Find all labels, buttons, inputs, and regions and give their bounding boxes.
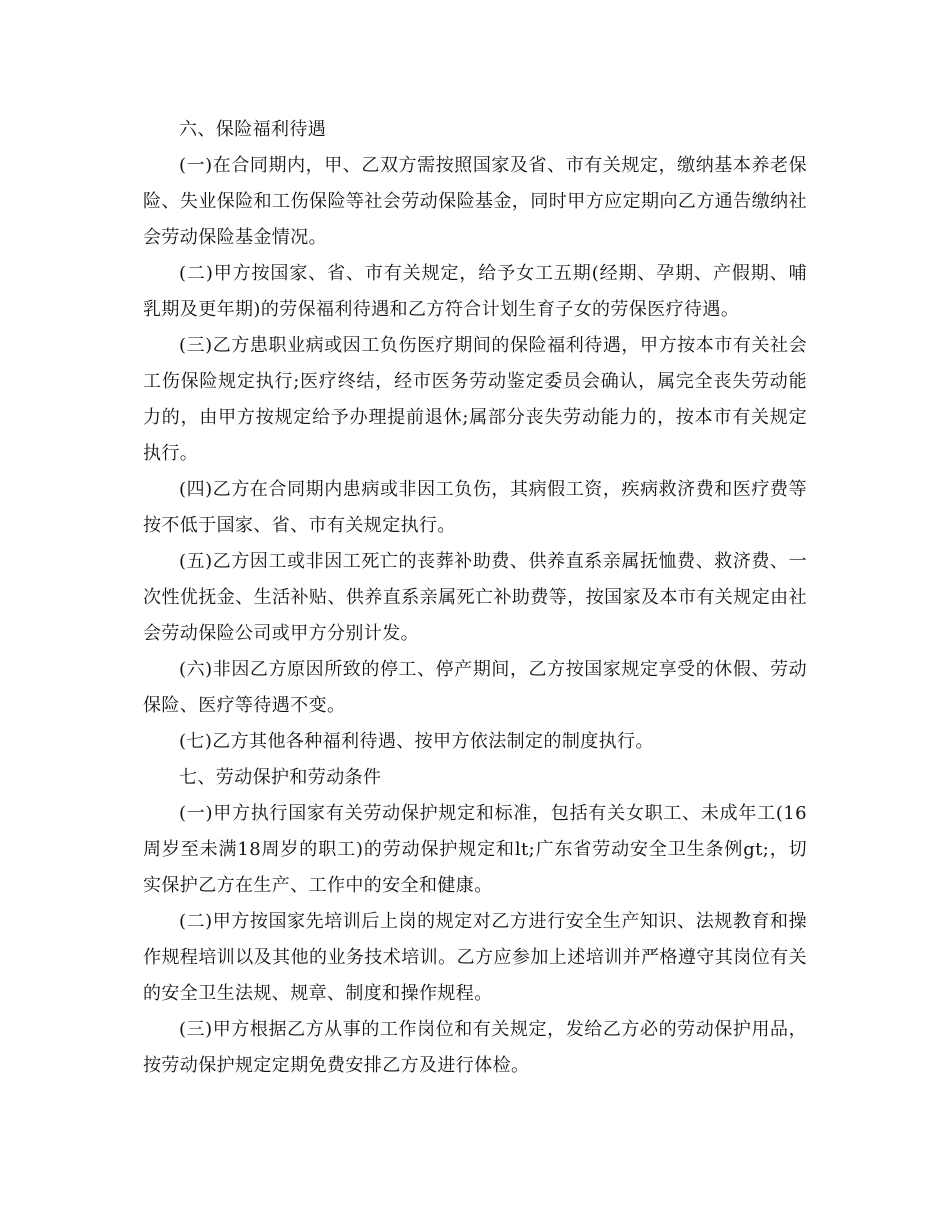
- document-body: [143, 112, 807, 1084]
- paragraph-6-4: (四)乙方在合同期内患病或非因工负伤，其病假工资，疾病救济费和医疗费等按不低于国家、省、市有关规定执行。: [143, 479, 807, 536]
- paragraph-7-2: (二)甲方按国家先培训后上岗的规定对乙方进行安全生产知识、法规教育和操作规程培训以及其他的业务技术培训。乙方应参加上述培训并严格遵守其岗位有关的安全卫生法规、规章、制度和操作规程。: [143, 911, 807, 1004]
- paragraph-6-1: (一)在合同期内，甲、乙双方需按照国家及省、市有关规定，缴纳基本养老保险、失业保险和工伤保险等社会劳动保险基金，同时甲方应定期向乙方通告缴纳社会劳动保险基金情况。: [143, 155, 807, 248]
- section-heading-insurance-welfare: 六、保险福利待遇: [179, 119, 327, 140]
- paragraph-6-7: (七)乙方其他各种福利待遇、按甲方依法制定的制度执行。: [179, 731, 654, 752]
- paragraph-6-2: (二)甲方按国家、省、市有关规定，给予女工五期(经期、孕期、产假期、哺乳期及更年期)的劳保福利待遇和乙方符合计划生育子女的劳保医疗待遇。: [143, 263, 807, 320]
- paragraph-6-5: (五)乙方因工或非因工死亡的丧葬补助费、供养直系亲属抚恤费、救济费、一次性优抚金、生活补贴、供养直系亲属死亡补助费等，按国家及本市有关规定由社会劳动保险公司或甲方分别计发。: [143, 551, 807, 644]
- section-heading-labor-protection: 七、劳动保护和劳动条件: [179, 767, 382, 788]
- paragraph-7-3: (三)甲方根据乙方从事的工作岗位和有关规定，发给乙方必的劳动保护用品，按劳动保护规定定期免费安排乙方及进行体检。: [143, 1019, 807, 1076]
- paragraph-6-3: (三)乙方患职业病或因工负伤医疗期间的保险福利待遇，甲方按本市有关社会工伤保险规定执行;医疗终结，经市医务劳动鉴定委员会确认，属完全丧失劳动能力的，由甲方按规定给予办理提前退休;属部分丧失劳动能力的，按本市有关规定执行。: [143, 335, 807, 464]
- paragraph-7-1: (一)甲方执行国家有关劳动保护规定和标准，包括有关女职工、未成年工(16周岁至未满18周岁的职工)的劳动保护规定和lt;广东省劳动安全卫生条例gt;，切实保护乙方在生产、工作中的安全和健康。: [143, 803, 807, 896]
- paragraph-6-6: (六)非因乙方原因所致的停工、停产期间，乙方按国家规定享受的休假、劳动保险、医疗等待遇不变。: [143, 659, 807, 716]
